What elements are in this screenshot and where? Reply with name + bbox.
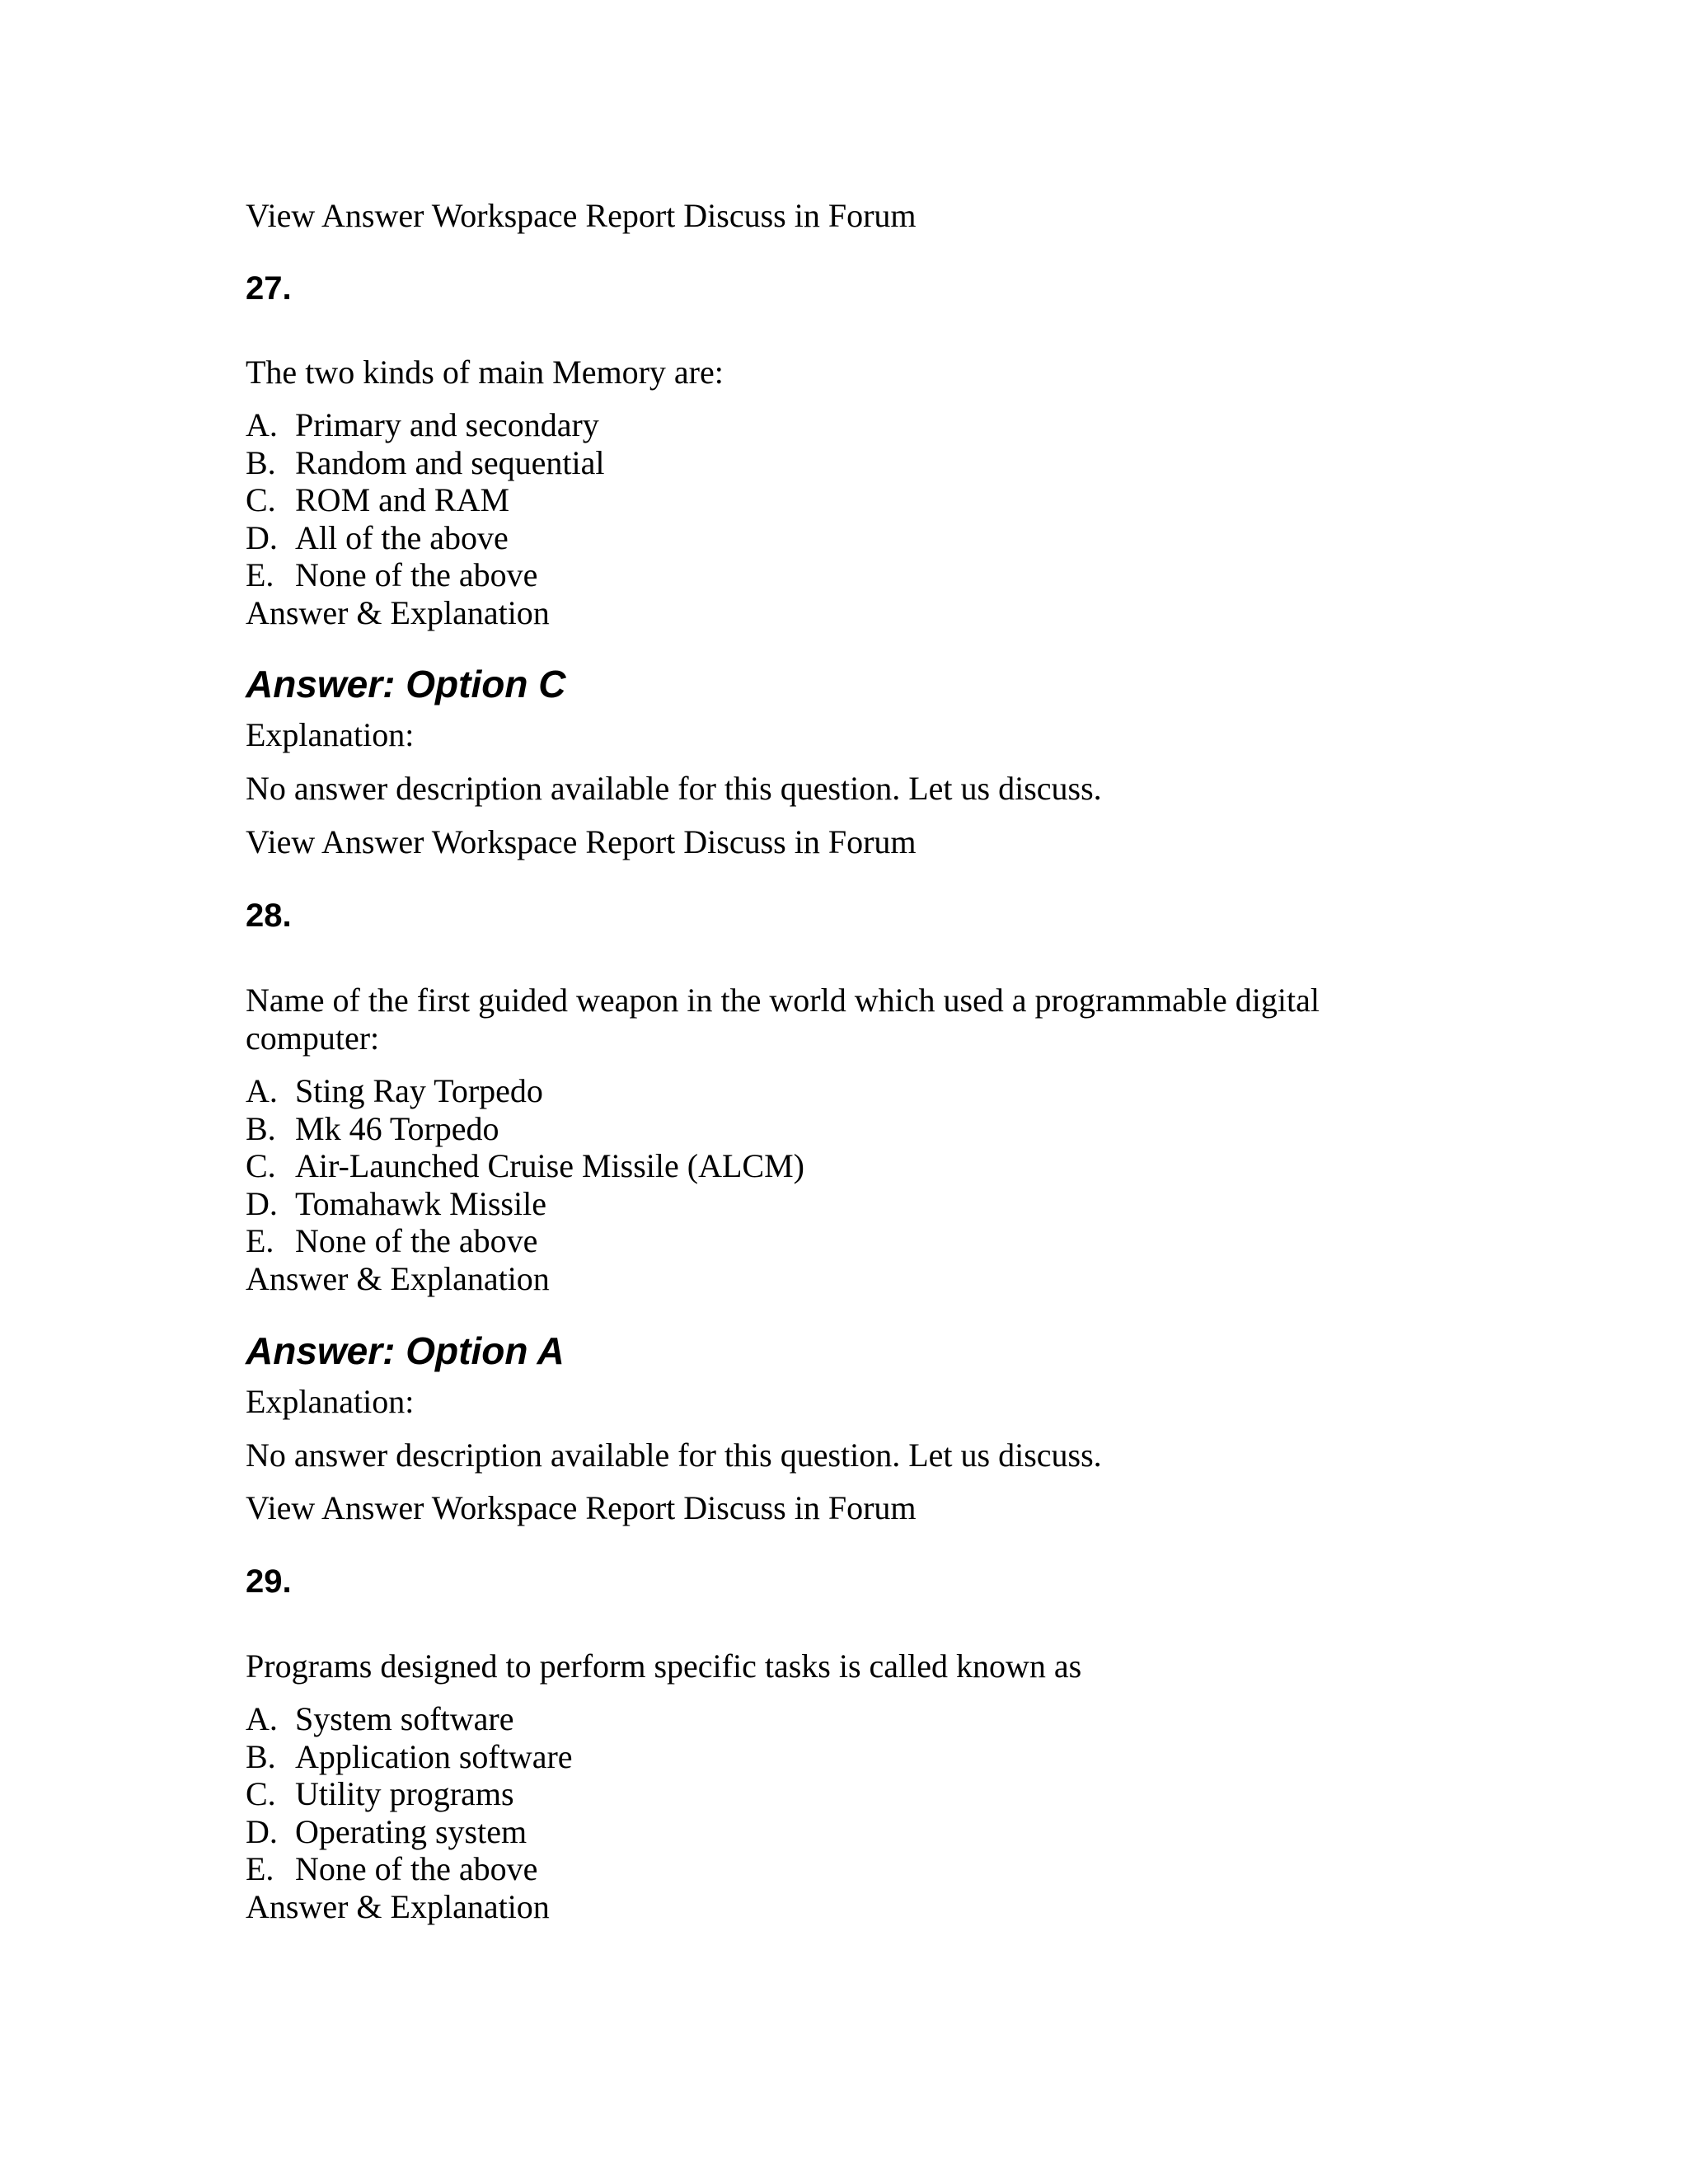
option-letter: B. <box>246 1737 276 1775</box>
option-list <box>246 1700 573 1888</box>
option-letter: D. <box>246 1184 278 1222</box>
option-item[interactable] <box>246 1147 804 1185</box>
option-text: ROM and RAM <box>295 481 510 518</box>
option-item[interactable] <box>246 1110 804 1148</box>
option-list <box>246 406 604 594</box>
option-letter: E. <box>246 556 274 593</box>
question-text-line-1: Name of the first guided weapon in the world which used a programmable digital <box>246 982 1320 1019</box>
answer-heading: Answer: Option A <box>246 1329 565 1372</box>
option-text: Random and sequential <box>295 443 605 481</box>
option-text: Utility programs <box>295 1775 514 1812</box>
option-text: System software <box>295 1700 514 1737</box>
option-letter: A. <box>246 1700 278 1737</box>
option-text: None of the above <box>295 1222 538 1259</box>
option-letter: D. <box>246 518 278 556</box>
question-text: Programs designed to perform specific tasks is called known as <box>246 1647 1082 1685</box>
option-letter: C. <box>246 1147 276 1184</box>
option-item[interactable] <box>246 481 604 519</box>
option-text: Sting Ray Torpedo <box>295 1072 543 1109</box>
explanation-text: No answer description available for this question. Let us discuss. <box>246 770 1102 807</box>
option-item[interactable] <box>246 1813 573 1851</box>
option-letter: B. <box>246 443 276 481</box>
option-text: Application software <box>295 1737 573 1775</box>
answer-explanation-toggle[interactable]: Answer & Explanation <box>246 594 550 631</box>
option-text: None of the above <box>295 556 538 593</box>
option-item[interactable] <box>246 406 604 444</box>
option-text: Operating system <box>295 1812 528 1850</box>
option-letter: E. <box>246 1850 274 1887</box>
option-item[interactable] <box>246 556 604 594</box>
explanation-label: Explanation: <box>246 1383 415 1420</box>
question-links[interactable]: View Answer Workspace Report Discuss in Forum <box>246 1489 917 1526</box>
answer-heading: Answer: Option C <box>246 663 566 705</box>
question-number: 27. <box>246 270 292 307</box>
top-links[interactable]: View Answer Workspace Report Discuss in Forum <box>246 197 917 234</box>
question-number: 28. <box>246 898 292 934</box>
option-item[interactable] <box>246 444 604 482</box>
option-text: All of the above <box>295 518 509 556</box>
option-item[interactable] <box>246 1222 804 1260</box>
option-letter: E. <box>246 1222 274 1259</box>
option-item[interactable] <box>246 519 604 557</box>
option-item[interactable] <box>246 1185 804 1223</box>
option-item[interactable] <box>246 1738 573 1776</box>
option-letter: A. <box>246 406 278 443</box>
option-letter: B. <box>246 1109 276 1147</box>
option-letter: A. <box>246 1072 278 1109</box>
option-letter: C. <box>246 1775 276 1812</box>
option-list <box>246 1072 804 1260</box>
option-text: Tomahawk Missile <box>295 1184 546 1222</box>
option-text: Mk 46 Torpedo <box>295 1109 499 1147</box>
explanation-text: No answer description available for this question. Let us discuss. <box>246 1436 1102 1474</box>
option-item[interactable] <box>246 1850 573 1888</box>
option-item[interactable] <box>246 1700 573 1738</box>
option-letter: D. <box>246 1812 278 1850</box>
option-item[interactable] <box>246 1775 573 1813</box>
explanation-label: Explanation: <box>246 716 415 753</box>
answer-explanation-toggle[interactable]: Answer & Explanation <box>246 1888 550 1925</box>
question-number: 29. <box>246 1563 292 1600</box>
option-text: Primary and secondary <box>295 406 599 443</box>
question-text-line-2: computer: <box>246 1019 380 1057</box>
question-text: The two kinds of main Memory are: <box>246 354 724 391</box>
option-text: None of the above <box>295 1850 538 1887</box>
option-item[interactable] <box>246 1072 804 1110</box>
question-links[interactable]: View Answer Workspace Report Discuss in Forum <box>246 823 917 860</box>
option-letter: C. <box>246 481 276 518</box>
option-text: Air-Launched Cruise Missile (ALCM) <box>295 1147 804 1184</box>
answer-explanation-toggle[interactable]: Answer & Explanation <box>246 1260 550 1297</box>
